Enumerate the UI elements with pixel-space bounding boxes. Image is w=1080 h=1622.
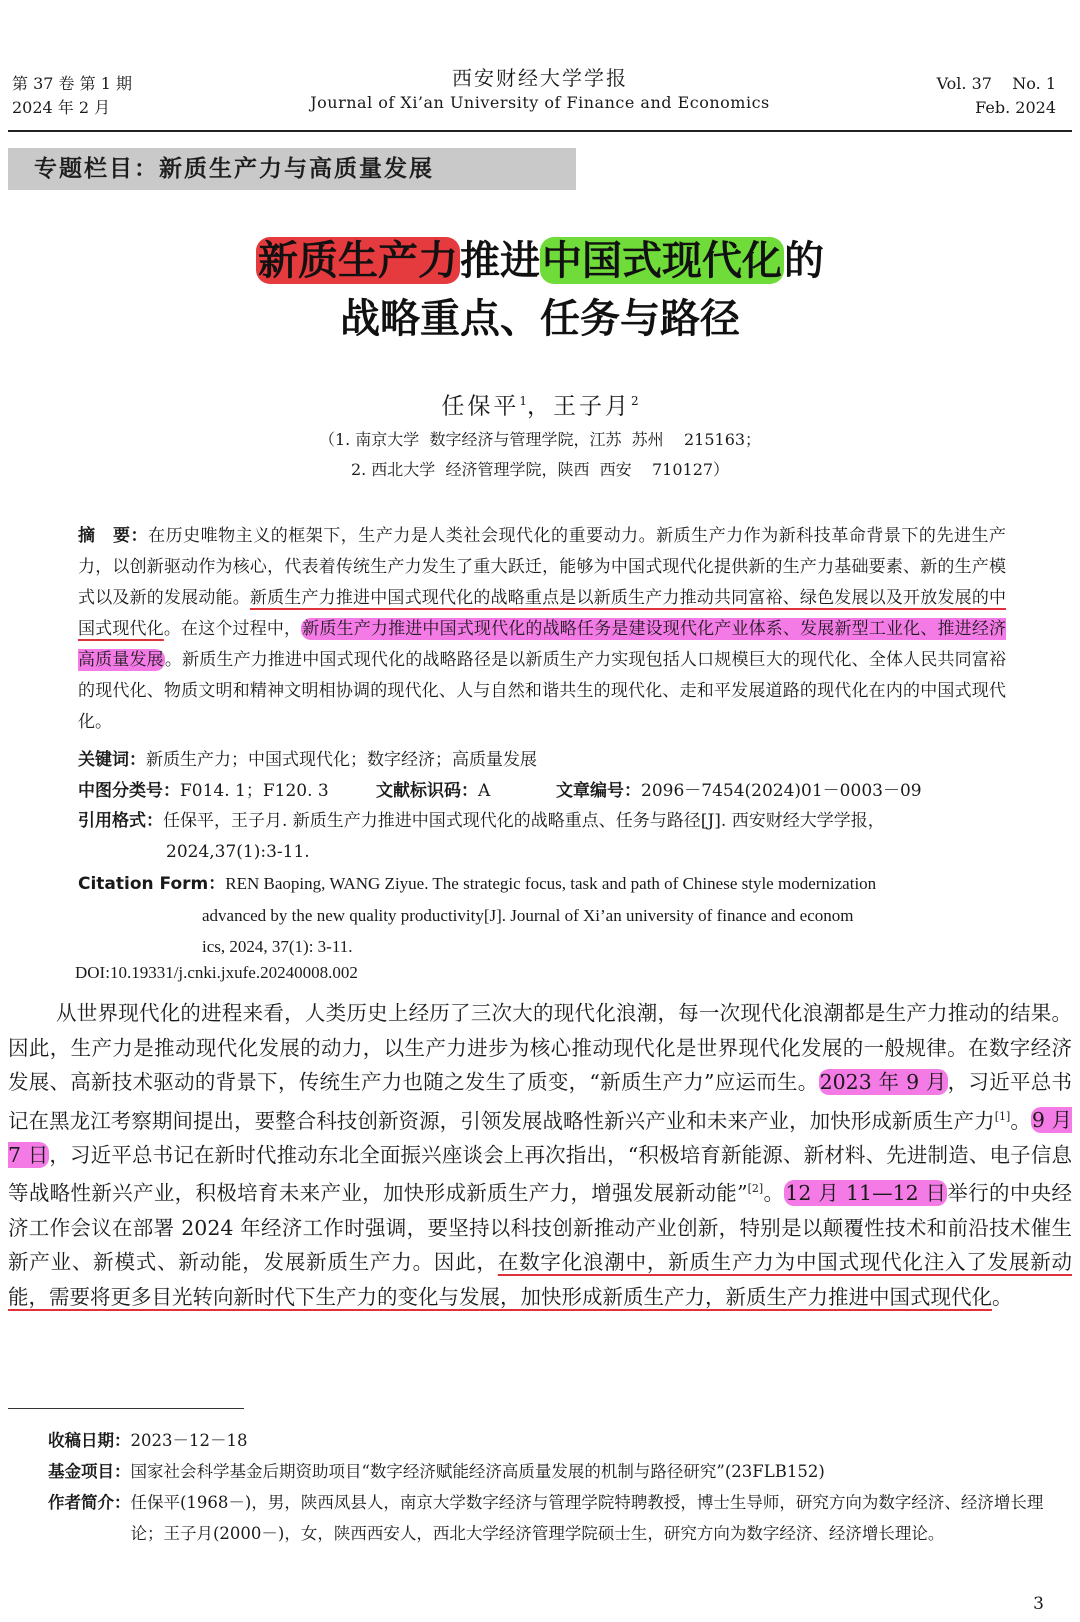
clc-label: 中图分类号： [78, 781, 180, 801]
doc-value: A [478, 781, 491, 801]
bio-label: 作者简介： [48, 1493, 131, 1512]
body-text: 举行的中央经济工作会议在部署 2024 年经济工作时强调，要坚持以科技创新推动产业创新，特别是以颠覆性技术和前沿技术催生新产业、新模式、新动能，发展新质生产力。因此， [8, 1181, 1073, 1275]
clc-value: F014. 1；F120. 3 [180, 781, 329, 801]
doc-label: 文献标识码： [376, 781, 478, 801]
abstract-text: 。新质生产力推进中国式现代化的战略路径是以新质生产力实现包括人口规模巨大的现代化、全体人民共同富裕的现代化、物质文明和精神文明相协调的现代化、人与自然和谐共生的现代化、走和平发展道路的现代化在内的中国式现代化。 [78, 650, 1007, 732]
author-name: 任保平 [441, 393, 520, 420]
affiliation-line: （1. 南京大学 数字经济与管理学院，江苏 苏州 215163； [318, 430, 762, 449]
citation-cn-label: 引用格式： [78, 811, 163, 831]
body-text: 从世界现代化的进程来看，人类历史上经历了三次大的现代化浪潮，每一次现代化浪潮都是生产力推动的结果。因此，生产力是推动现代化发展的动力，以生产力进步为核心推动现代化是世界现代化发展的一般规律。在数字经济发展、高新技术驱动的背景下，传统生产力也随之发生了质变，“新质生产力”应运而生。 [8, 1001, 1072, 1094]
journal-name-en: Journal of Xi’an University of Finance and Economics [310, 93, 770, 112]
citation-en-line: REN Baoping, WANG Ziyue. The strategic focus, task and path of Chinese style modernization [225, 874, 877, 893]
footnote-bio [48, 1487, 1068, 1549]
abstract-text: 。在这个过程中， [163, 619, 302, 639]
article-number-label: 文章编号： [556, 781, 641, 801]
header-rule [8, 130, 1072, 132]
keywords-label: 关键词： [78, 750, 146, 770]
article-title [0, 232, 1080, 348]
header-volume-issue: 第 37 卷 第 1 期 [12, 74, 132, 93]
keywords [78, 745, 1006, 776]
date-highlight: 9 月 7 日 [8, 1108, 1073, 1167]
journal-name-cn: 西安财经大学学报 [452, 66, 628, 90]
footnote-fund [48, 1456, 1068, 1487]
reference-mark: [1] [994, 1109, 1011, 1123]
clc-code [78, 776, 329, 807]
author-separator: ， [527, 393, 553, 420]
page-number: 3 [1033, 1594, 1044, 1614]
title-highlight-green: 中国式现代化 [542, 237, 782, 284]
header-vol-info-en [937, 72, 1056, 120]
date-highlight: 2023 年 9 月 [819, 1070, 947, 1094]
column-banner: 专题栏目：新质生产力与高质量发展 [8, 148, 576, 190]
title-highlight-red: 新质生产力 [258, 237, 458, 284]
date-highlight: 12 月 11—12 日 [785, 1181, 947, 1206]
citation-en [78, 868, 1006, 962]
abstract-underlined-text: 新质生产力推进中国式现代化的战略重点是以新质生产力推动共同富裕、绿色发展以及开放发展的中国式现代化 [78, 588, 1007, 639]
doc-code [376, 776, 490, 807]
title-segment: 推进 [460, 237, 540, 284]
abstract-highlighted-text: 新质生产力推进中国式现代化的战略任务是建设现代化产业体系、发展新型工业化、推进经济高质量发展 [78, 619, 1007, 670]
citation-cn-line: 2024,37(1):3-11. [166, 842, 310, 862]
fund-label: 基金项目： [48, 1462, 131, 1481]
doi: DOI:10.19331/j.cnki.jxufe.20240008.002 [75, 963, 358, 982]
author-affiliation-mark: 2 [631, 394, 639, 408]
authors [0, 384, 1080, 424]
citation-cn-line: 任保平，王子月. 新质生产力推进中国式现代化的战略重点、任务与路径[J]. 西安财经大学学报， [163, 811, 885, 831]
affiliations [0, 425, 1080, 485]
fund-value: 国家社会科学基金后期资助项目“数字经济赋能经济高质量发展的机制与路径研究”(23FLB152) [130, 1462, 825, 1481]
header-vol-no: Vol. 37 No. 1 [936, 74, 1056, 93]
citation-en-line: ics, 2024, 37(1): 3-11. [202, 937, 353, 956]
body-text: ，习近平总书记在黑龙江考察期间提出，要整合科技创新资源，引领发展战略性新兴产业和未来产业，加快形成新质生产力 [8, 1070, 1072, 1133]
author-name: 王子月 [553, 393, 631, 420]
affiliation-line: 2. 西北大学 经济管理学院，陕西 西安 710127） [350, 460, 730, 479]
bio-value: 任保平(1968－)，男，陕西凤县人，南京大学数字经济与管理学院特聘教授，博士生导师，研究方向为数字经济、经济增长理论；王子月(2000－)，女，陕西西安人，西北大学经济管理学院硕士生，研究方向为数字经济、经济增长理论。 [130, 1493, 1044, 1543]
footnote-received [48, 1425, 1068, 1456]
citation-en-label: Citation Form： [78, 874, 226, 894]
footnotes [48, 1425, 1068, 1549]
keywords-text: 新质生产力；中国式现代化；数字经济；高质量发展 [146, 750, 537, 770]
header-journal-name [0, 64, 1080, 114]
footnote-rule [8, 1408, 244, 1409]
received-value: 2023－12－18 [130, 1431, 248, 1450]
body-text: 。 [763, 1181, 785, 1206]
received-label: 收稿日期： [48, 1431, 131, 1450]
author-affiliation-mark: 1 [519, 394, 527, 408]
abstract-label: 摘 要： [78, 526, 149, 546]
body-underlined-text: 在数字化浪潮中，新质生产力为中国式现代化注入了发展新动能，需要将更多目光转向新时代下生产力的变化与发展，加快形成新质生产力，新质生产力推进中国式现代化 [8, 1250, 1073, 1309]
body-text: 。 [1010, 1108, 1031, 1133]
body-text: ，习近平总书记在新时代推动东北全面振兴座谈会上再次指出，“积极培育新能源、新材料、先进制造、电子信息等战略性新兴产业，积极培育未来产业，加快形成新质生产力，增强发展新动能” [8, 1142, 1072, 1206]
abstract-text: 在历史唯物主义的框架下，生产力是人类社会现代化的重要动力。新质生产力作为新科技革命背景下的先进生产力，以创新驱动作为核心，代表着传统生产力发生了重大跃迁，能够为中国式现代化提供新的生产力基础要素、新的生产模式以及新的发展动能。 [78, 526, 1006, 608]
title-segment-end: 的 [784, 237, 824, 284]
reference-mark: [2] [747, 1182, 764, 1196]
article-number-value: 2096－7454(2024)01－0003－09 [641, 781, 922, 801]
body-paragraph [8, 996, 1072, 1314]
body-text: 。 [992, 1284, 1013, 1309]
title-line-2: 战略重点、任务与路径 [340, 295, 740, 342]
abstract [78, 521, 1006, 738]
article-number [556, 776, 922, 807]
citation-en-line: advanced by the new quality productivity[J]. Journal of Xi’an university of finance and econom [202, 906, 854, 925]
header-date-en: Feb. 2024 [975, 98, 1056, 117]
citation-cn [78, 806, 1006, 868]
title-line-1 [0, 232, 1080, 290]
header-date-cn: 2024 年 2 月 [12, 98, 111, 117]
